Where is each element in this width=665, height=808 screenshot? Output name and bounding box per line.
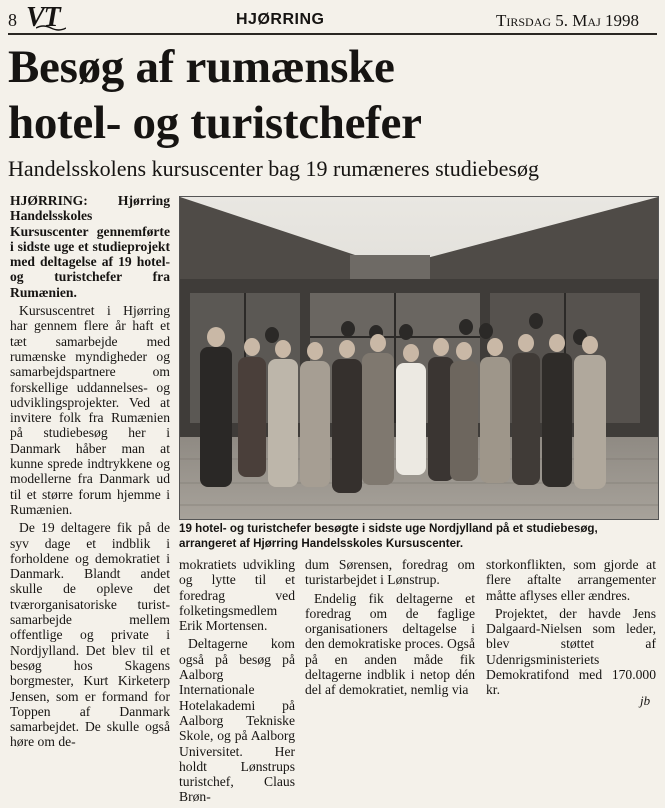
- author-signature: jb: [640, 693, 651, 708]
- article-paragraph: mokratiets udvikling og lytte til et foredrag ved folketingsmedlem Erik Mortensen.: [179, 557, 295, 634]
- article-paragraph: Kursuscentret i Hjørring har gennem flere år haft et tæt samarbejde med rumænske myndigheder og samarbejdspartnere om forskellige uddannelses- og udviklingsprojekter. Ved at invitere folk fra Rumænien på studiebesøg her i Danmark håber man at kunne sprede indtrykkene og modellerne fra Danmark ud til et større forum hjemme i Rumænien.: [10, 303, 170, 517]
- photo-caption: 19 hotel- og turistchefer besøgte i sidste uge Nordjylland på et studiebesøg, arrangeret af Hjørring Handelsskoles Kursuscenter.: [179, 522, 598, 550]
- headline-line-2: hotel- og turistchefer: [8, 97, 422, 149]
- article-paragraph: De 19 deltagere fik på de syv dage et indblik i forholdene og demokratiet i Danmark. Blandt andet skulle de opleve det tværorganisatoriske turist-samarbejde mellem offentlige og private i Nordjylland. Det blev til et besøg hos Skagens borgmester, Kurt Kirketerp Jensen, som er formand for Toppen af Danmark samarbejdet. De skulle også høre om de-: [10, 520, 170, 750]
- issue-date: Tirsdag 5. Maj 1998: [496, 11, 640, 30]
- section-title: HJØRRING: [236, 11, 325, 28]
- newspaper-logo: [26, 2, 60, 34]
- article-lead: HJØRRING: Hjørring Handelsskoles Kursuscenter gennemførte i sidste uge et studieprojekt med deltagelse af 19 hotel- og turistchefer fra Rumænien.: [10, 193, 170, 300]
- article-paragraph: dum Sørensen, foredrag om turistarbejdet i Lønstrup.: [305, 557, 475, 588]
- article-paragraph: Deltagerne kom også på besøg på Aalborg Internationale Hotelakademi på Aalborg Tekniske Skole, og på Aalborg Universitet. Her holdt Lønstrups turistchef, Claus Brøn-: [179, 636, 295, 805]
- article-column-4: [486, 557, 656, 701]
- article-paragraph: storkonflikten, som gjorde at flere aftalte arrangementer måtte aflyses eller ændres.: [486, 557, 656, 603]
- group-photo-image: [180, 197, 658, 519]
- article-column-1: [10, 193, 170, 753]
- subheadline: Handelsskolens kursuscenter bag 19 rumæneres studiebesøg: [8, 156, 539, 181]
- article-column-2: [179, 557, 295, 808]
- masthead-rule: [8, 33, 657, 35]
- page-number: 8: [8, 10, 17, 30]
- headline-line-1: Besøg af rumænske: [8, 41, 395, 93]
- article-paragraph: Projektet, der havde Jens Dalgaard-Nielsen som leder, blev støttet af Udenrigsministeriets Demokratifond med 170.000 kr.: [486, 605, 656, 698]
- article-paragraph: Endelig fik deltagerne et foredrag om de faglige organisationers deltagelse i den demokratiske proces. Også på en anden måde fik deltagerne indblik i netop dén del af demokratiet, nemlig via: [305, 590, 475, 698]
- logo-flourish-icon: [36, 24, 66, 32]
- group-photo: [179, 196, 659, 520]
- logo-text: VT: [26, 2, 60, 33]
- article-column-3: [305, 557, 475, 701]
